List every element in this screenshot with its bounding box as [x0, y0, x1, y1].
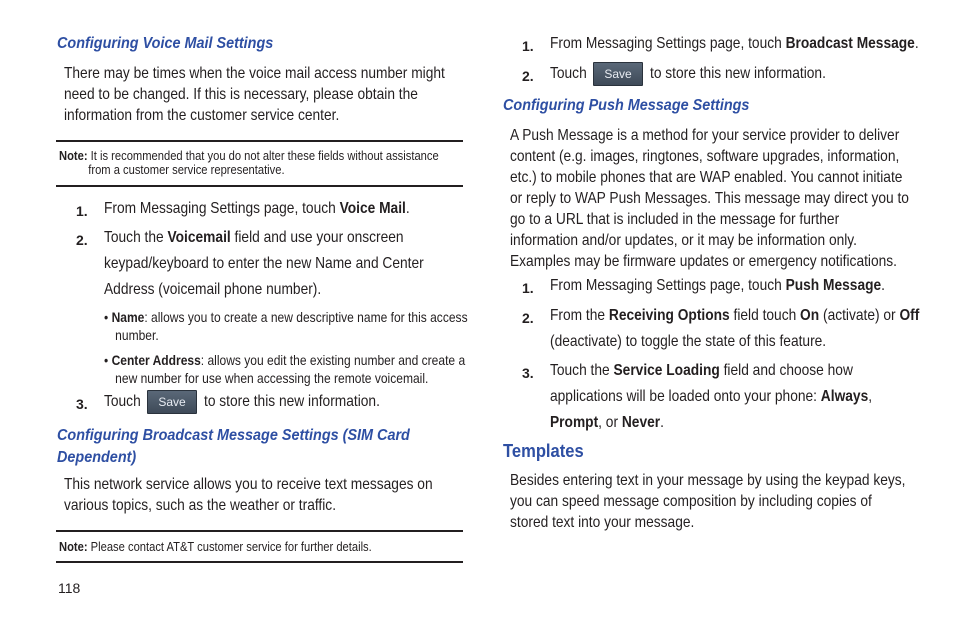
broadcast-step-2-text: to store this new information. — [650, 65, 826, 82]
broadcast-step-1: From Messaging Settings page, touch Broadcast Message. — [550, 35, 919, 52]
push-heading: Configuring Push Message Settings — [503, 97, 750, 114]
step-number: 3. — [522, 365, 534, 381]
broadcast-heading: Configuring Broadcast Message Settings (SIM Card Dependent) — [57, 427, 410, 466]
step-number: 3. — [76, 396, 88, 412]
templates-heading: Templates — [503, 441, 584, 461]
step-number: 2. — [522, 68, 534, 84]
note-rule-top — [56, 530, 463, 532]
voice-mail-paragraph: There may be times when the voice mail access number might need to be changed. If this is necessary, please obtain the information from the customer service center. — [64, 65, 445, 124]
voice-mail-note: Note: It is recommended that you do not alter these fields without assistance from a customer service representative. — [59, 148, 439, 177]
page-number: 118 — [58, 580, 81, 596]
note-rule-bottom — [56, 185, 463, 187]
step-number: 2. — [522, 310, 534, 326]
broadcast-step-2-label: Touch — [550, 65, 587, 82]
bullet-name: • Name: allows you to create a new descriptive name for this access number. — [104, 309, 468, 343]
voice-mail-heading: Configuring Voice Mail Settings — [57, 35, 274, 52]
voice-mail-step-2: Touch the Voicemail field and use your onscreen keypad/keyboard to enter the new Name and Center Address (voicemail phone number). — [104, 229, 424, 298]
step-number: 1. — [522, 280, 534, 296]
broadcast-note: Note: Please contact AT&T customer service for further details. — [59, 539, 372, 554]
templates-paragraph: Besides entering text in your message by using the keypad keys, you can speed message composition by including copies of stored text into your message. — [510, 472, 906, 531]
push-paragraph: A Push Message is a method for your service provider to deliver content (e.g. images, ringtones, software upgrades, information, etc.) to mobile phones that are WAP enabled. You cannot initiate or reply to WAP Push Messages. This message may direct you to go to a URL that is included in the message for further information and/or updates, or it may be information only. Examples may be firmware updates or emergency notifications. — [510, 127, 909, 270]
note-rule-bottom — [56, 561, 463, 563]
bullet-center-address: • Center Address: allows you edit the existing number and create a new number for use when accessing the remote voicemail. — [104, 352, 466, 386]
voice-mail-step-1: From Messaging Settings page, touch Voice Mail. — [104, 200, 410, 217]
save-button[interactable]: Save — [147, 390, 197, 414]
broadcast-paragraph: This network service allows you to receive text messages on various topics, such as the weather or traffic. — [64, 476, 433, 514]
note-rule-top — [56, 140, 463, 142]
voice-mail-step-3-label: Touch — [104, 393, 141, 410]
save-button[interactable]: Save — [593, 62, 643, 86]
step-number: 1. — [76, 203, 88, 219]
step-number: 1. — [522, 38, 534, 54]
voice-mail-step-3-text: to store this new information. — [204, 393, 380, 410]
push-step-1: From Messaging Settings page, touch Push Message. — [550, 277, 885, 294]
push-step-3: Touch the Service Loading field and choose how applications will be loaded onto your phone: Always, Prompt, or Never. — [550, 362, 873, 431]
push-step-2: From the Receiving Options field touch On (activate) or Off (deactivate) to toggle the state of this feature. — [550, 307, 920, 350]
step-number: 2. — [76, 232, 88, 248]
